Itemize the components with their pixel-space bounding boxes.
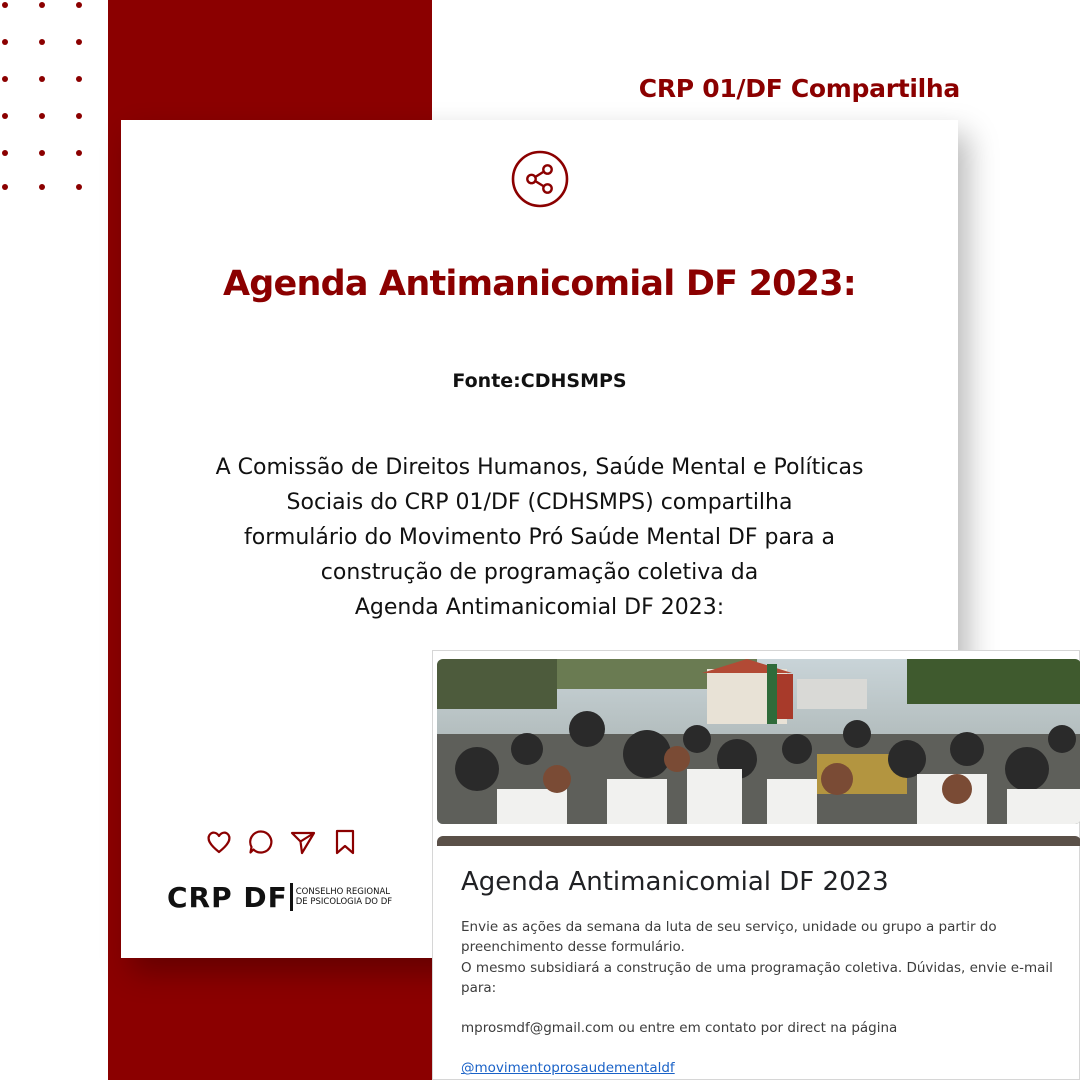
body-line: Sociais do CRP 01/DF (CDHSMPS) compartilha bbox=[286, 490, 793, 515]
card-body bbox=[141, 450, 938, 625]
form-desc-line: Envie as ações da semana da luta de seu serviço, unidade ou grupo a partir do bbox=[461, 919, 997, 935]
form-screenshot bbox=[432, 650, 1080, 1080]
form-title: Agenda Antimanicomial DF 2023 bbox=[461, 867, 889, 897]
decorative-dots bbox=[0, 0, 100, 200]
form-description bbox=[461, 917, 1061, 1079]
form-contact: mprosmdf@gmail.com ou entre em contato por direct na página bbox=[461, 1020, 898, 1037]
logo-wordmark: CRP DF bbox=[167, 880, 288, 914]
form-desc-line: preenchimento desse formulário. bbox=[461, 939, 685, 956]
heart-icon[interactable] bbox=[205, 828, 233, 856]
bookmark-icon[interactable] bbox=[331, 828, 359, 856]
body-line: formulário do Movimento Pró Saúde Mental DF para a bbox=[244, 525, 835, 550]
body-line: construção de programação coletiva da bbox=[320, 560, 759, 585]
form-header-bar bbox=[437, 836, 1080, 846]
spacer bbox=[461, 1038, 1061, 1058]
card-title: Agenda Antimanicomial DF 2023: bbox=[222, 264, 856, 304]
logo-subtitle-line: CONSELHO REGIONAL bbox=[295, 887, 390, 897]
instagram-link[interactable]: @movimentoprosaudementaldf bbox=[461, 1060, 675, 1077]
share-icon bbox=[510, 149, 570, 209]
send-icon[interactable] bbox=[289, 828, 317, 856]
logo-separator bbox=[290, 883, 293, 911]
logo-subtitle-line: DE PSICOLOGIA DO DF bbox=[295, 897, 393, 907]
form-desc-line: O mesmo subsidiará a construção de uma programação coletiva. Dúvidas, envie e-mail bbox=[461, 959, 1053, 976]
header-title: CRP 01/DF Compartilha bbox=[638, 74, 960, 103]
comment-icon[interactable] bbox=[247, 828, 275, 856]
body-line: A Comissão de Direitos Humanos, Saúde Mental e Políticas bbox=[215, 455, 864, 480]
card-source: Fonte:CDHSMPS bbox=[452, 370, 627, 392]
crp-df-logo bbox=[167, 880, 392, 914]
body-line: Agenda Antimanicomial DF 2023: bbox=[354, 595, 725, 620]
logo-subtitle bbox=[296, 887, 392, 907]
social-actions bbox=[205, 827, 359, 857]
form-desc-line: para: bbox=[461, 979, 497, 996]
crowd-photo bbox=[437, 659, 1080, 824]
spacer bbox=[461, 998, 1061, 1018]
